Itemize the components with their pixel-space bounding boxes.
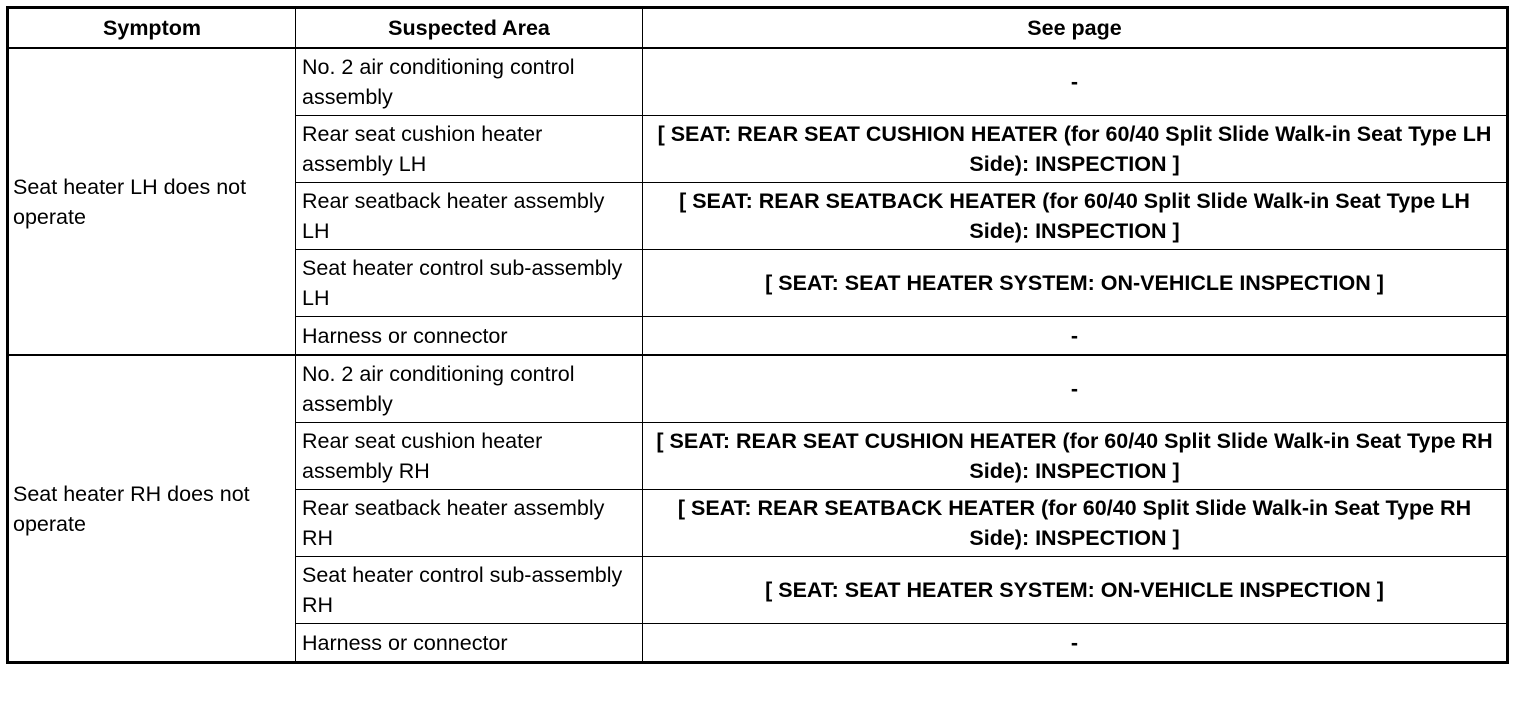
table-row (8, 48, 1508, 116)
suspected-area-cell: Harness or connector (296, 317, 643, 356)
suspected-area-cell: Seat heater control sub-assembly RH (296, 557, 643, 624)
suspected-area-cell: Seat heater control sub-assembly LH (296, 250, 643, 317)
see-page-link[interactable]: [ SEAT: SEAT HEATER SYSTEM: ON-VEHICLE INSPECTION ] (643, 557, 1508, 624)
see-page-link[interactable]: [ SEAT: REAR SEAT CUSHION HEATER (for 60/40 Split Slide Walk-in Seat Type RH Side): INSPECTION ] (643, 423, 1508, 490)
suspected-area-cell: Rear seatback heater assembly LH (296, 183, 643, 250)
see-page-link[interactable]: [ SEAT: REAR SEATBACK HEATER (for 60/40 Split Slide Walk-in Seat Type LH Side): INSPECTION ] (643, 183, 1508, 250)
suspected-area-cell: No. 2 air conditioning control assembly (296, 355, 643, 423)
table-row (8, 355, 1508, 423)
symptom-cell: Seat heater LH does not operate (8, 48, 296, 355)
suspected-area-cell: No. 2 air conditioning control assembly (296, 48, 643, 116)
suspected-area-cell: Rear seat cushion heater assembly LH (296, 116, 643, 183)
see-page-link[interactable]: [ SEAT: SEAT HEATER SYSTEM: ON-VEHICLE INSPECTION ] (643, 250, 1508, 317)
suspected-area-cell: Rear seatback heater assembly RH (296, 490, 643, 557)
see-page-link[interactable]: [ SEAT: REAR SEATBACK HEATER (for 60/40 Split Slide Walk-in Seat Type RH Side): INSPECTION ] (643, 490, 1508, 557)
header-symptom: Symptom (8, 8, 296, 49)
suspected-area-cell: Harness or connector (296, 624, 643, 663)
see-page-cell: - (643, 48, 1508, 116)
see-page-cell: - (643, 624, 1508, 663)
header-see-page: See page (643, 8, 1508, 49)
header-row (8, 8, 1508, 49)
see-page-link[interactable]: [ SEAT: REAR SEAT CUSHION HEATER (for 60/40 Split Slide Walk-in Seat Type LH Side): INSPECTION ] (643, 116, 1508, 183)
see-page-cell: - (643, 355, 1508, 423)
symptom-table (6, 6, 1509, 664)
see-page-cell: - (643, 317, 1508, 356)
header-suspected-area: Suspected Area (296, 8, 643, 49)
suspected-area-cell: Rear seat cushion heater assembly RH (296, 423, 643, 490)
symptom-cell: Seat heater RH does not operate (8, 355, 296, 663)
